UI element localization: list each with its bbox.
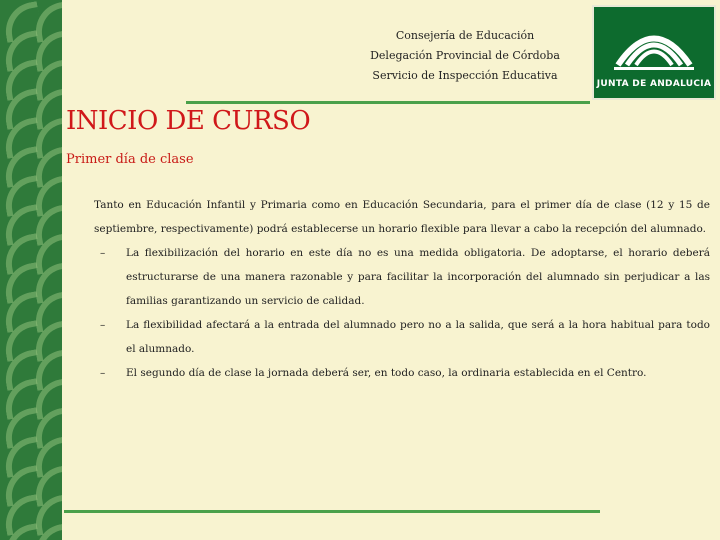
section-subtitle: Primer día de clase — [66, 152, 194, 167]
list-item — [94, 241, 710, 313]
header-line-servicio: Servicio de Inspección Educativa — [372, 69, 558, 82]
bullet-marker: – — [100, 319, 106, 331]
header-line-delegacion: Delegación Provincial de Córdoba — [370, 49, 560, 62]
bullet-marker: – — [100, 247, 106, 259]
list-item — [94, 361, 710, 385]
institution-header — [330, 26, 600, 86]
header-line-consejeria: Consejería de Educación — [395, 29, 535, 42]
list-item-text: La flexibilidad afectará a la entrada del alumnado pero no a la salida, que será a la hora habitual para todo el alumnado. — [126, 319, 710, 355]
list-item-text: La flexibilización del horario en este día no es una medida obligatoria. De adoptarse, el horario deberá estructurarse de una manera razonable y para facilitar la incorporación del alumnado sin perjudicar a las familias garantizando un servicio de calidad. — [126, 247, 710, 307]
page-title: INICIO DE CURSO — [66, 106, 311, 136]
intro-paragraph: Tanto en Educación Infantil y Primaria como en Educación Secundaria, para el primer día de clase (12 y 15 de septiembre, respectivamente) podrá establecerse un horario flexible para llevar a cabo la recepción del alumnado. — [94, 199, 710, 235]
top-divider — [186, 101, 590, 104]
logo-text: JUNTA DE ANDALUCIA — [596, 79, 712, 89]
decorative-side-band — [0, 0, 62, 540]
list-item — [94, 313, 710, 361]
bottom-divider — [64, 510, 600, 513]
list-item-text: El segundo día de clase la jornada deberá ser, en todo caso, la ordinaria establecida en el Centro. — [126, 367, 647, 379]
junta-de-andalucia-logo — [592, 5, 716, 100]
bullet-marker: – — [100, 367, 106, 379]
body-text — [94, 193, 710, 385]
